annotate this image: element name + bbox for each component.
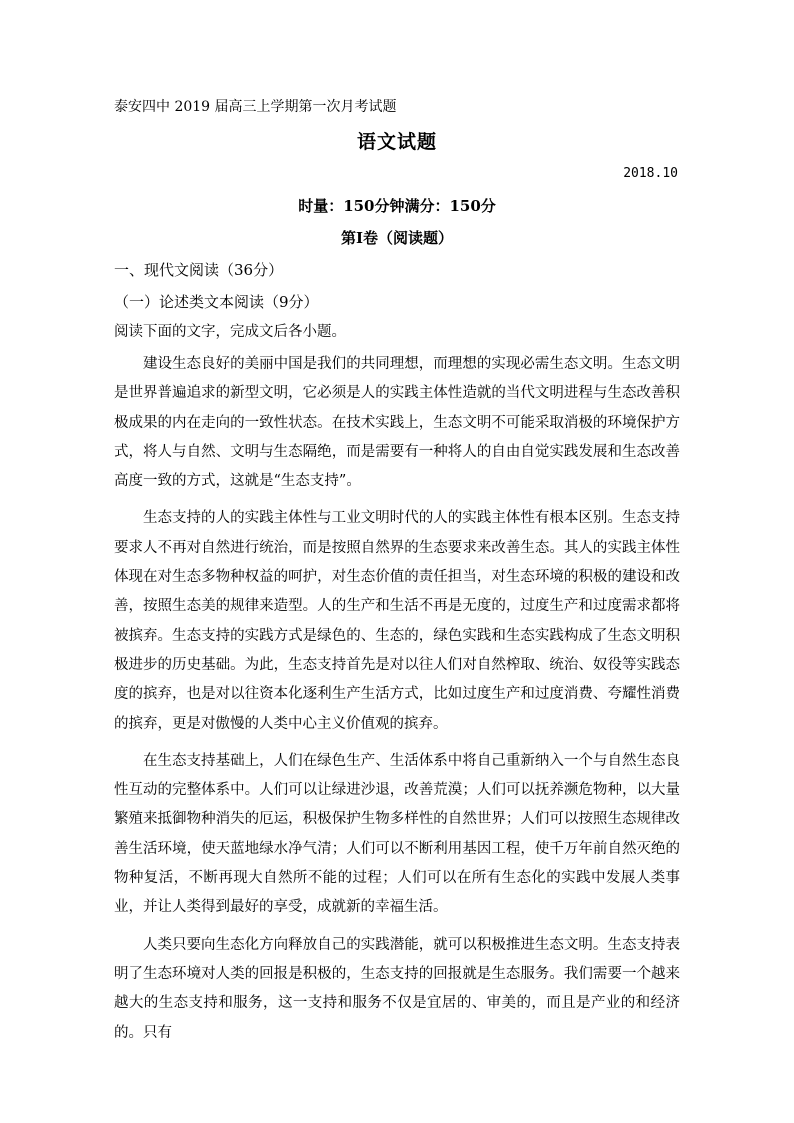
passage-paragraph: 生态支持的人的实践主体性与工业文明时代的人的实践主体性有根本区别。生态支持要求人不再对自然进行统治，而是按照自然界的生态要求来改善生态。其人的实践主体性体现在对生态多物种权益的呵护，对生态价值的责任担当，对生态环境的积极的建设和改善，按照生态美的规律来造型。人的生产和生活不再是无度的，过度生产和过度需求都将被摈弃。生态支持的实践方式是绿色的、生态的，绿色实践和生态实践构成了生态文明积极进步的历史基础。为此，生态支持首先是对以往人们对自然榨取、统治、奴役等实践态度的摈弃，也是对以往资本化逐利生产生活方式，比如过度生产和过度消费、夸耀性消费的摈弃，更是对傲慢的人类中心主义价值观的摈弃。 — [114, 510, 680, 732]
time-and-score-info: 时量：150分钟满分：150分 — [298, 197, 496, 215]
passage-paragraph: 在生态支持基础上，人们在绿色生产、生活体系中将自己重新纳入一个与自然生态良性互动的完整体系中。人们可以让绿进沙退，改善荒漠；人们可以抚养濒危物种，以大量繁殖来抵御物种消失的厄运，积极保护生物多样性的自然世界；人们可以按照生态规律改善生活环境，使天蓝地绿水净气清；人们可以不断利用基因工程，使千万年前自然灭绝的物种复活，不断再现大自然所不能的过程；人们可以在所有生态化的实践中发展人类事业，并让人类得到最好的享受，成就新的幸福生活。 — [114, 752, 680, 916]
reading-passage — [114, 350, 680, 1056]
passage-paragraph: 人类只要向生态化方向释放自己的实践潜能，就可以积极推进生态文明。生态支持表明了生态环境对人类的回报是积极的，生态支持的回报就是生态服务。我们需要一个越来越大的生态支持和服务，这一支持和服务不仅是宜居的、审美的，而且是产业的和经济的。只有 — [114, 936, 680, 1041]
reading-instruction: 阅读下面的文字，完成文后各小题。 — [114, 324, 346, 340]
section-heading-argumentative: （一）论述类文本阅读（9分） — [114, 293, 319, 311]
exam-date: 2018.10 — [623, 166, 678, 181]
section-heading-modern-reading: 一、现代文阅读（36分） — [114, 261, 284, 279]
volume-title: 第Ⅰ卷（阅读题） — [340, 229, 454, 247]
page-title: 语文试题 — [356, 131, 437, 153]
exam-header: 泰安四中 2019 届高三上学期第一次月考试题 — [114, 99, 397, 115]
passage-paragraph: 建设生态良好的美丽中国是我们的共同理想，而理想的实现必需生态文明。生态文明是世界普遍追求的新型文明，它必须是人的实践主体性造就的当代文明进程与生态改善积极成果的内在走向的一致性状态。在技术实践上，生态文明不可能采取消极的环境保护方式，将人与自然、文明与生态隔绝，而是需要有一种将人的自由自觉实践发展和生态改善高度一致的方式，这就是“生态支持”。 — [114, 356, 680, 490]
